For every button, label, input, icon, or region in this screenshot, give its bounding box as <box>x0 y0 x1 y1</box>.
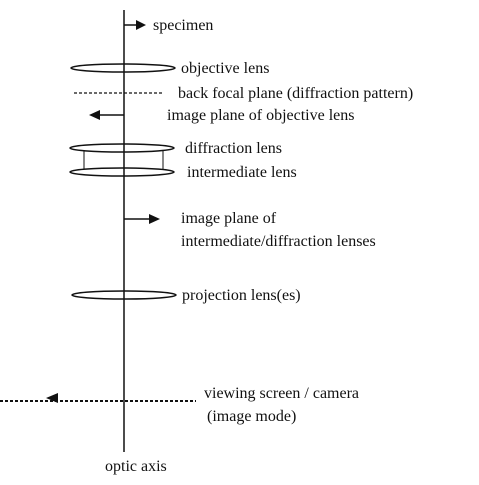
objective-lens <box>71 64 175 72</box>
objective-lens-label: objective lens <box>181 60 270 77</box>
objective-image-plane-label: image plane of objective lens <box>167 107 355 124</box>
diffraction-lens <box>70 144 174 152</box>
projection-lens-label: projection lens(es) <box>182 287 301 304</box>
diffraction-lens-label: diffraction lens <box>185 140 283 157</box>
viewing-screen-label-line1: viewing screen / camera <box>204 385 360 402</box>
intermediate-lens-label: intermediate lens <box>187 164 297 181</box>
intermediate-image-plane-label-line1: image plane of <box>181 210 277 227</box>
viewing-screen-label-line2: (image mode) <box>207 408 297 425</box>
intermediate-image-plane-label-line2: intermediate/diffraction lenses <box>181 233 376 250</box>
specimen-label: specimen <box>153 17 214 34</box>
optic-axis-label: optic axis <box>105 458 167 475</box>
back-focal-plane-label: back focal plane (diffraction pattern) <box>178 85 414 102</box>
objective-image-arrowhead <box>89 110 100 120</box>
intermediate-lens <box>70 168 174 176</box>
intermediate-image-arrowhead <box>149 214 160 224</box>
specimen-arrowhead <box>136 20 146 30</box>
